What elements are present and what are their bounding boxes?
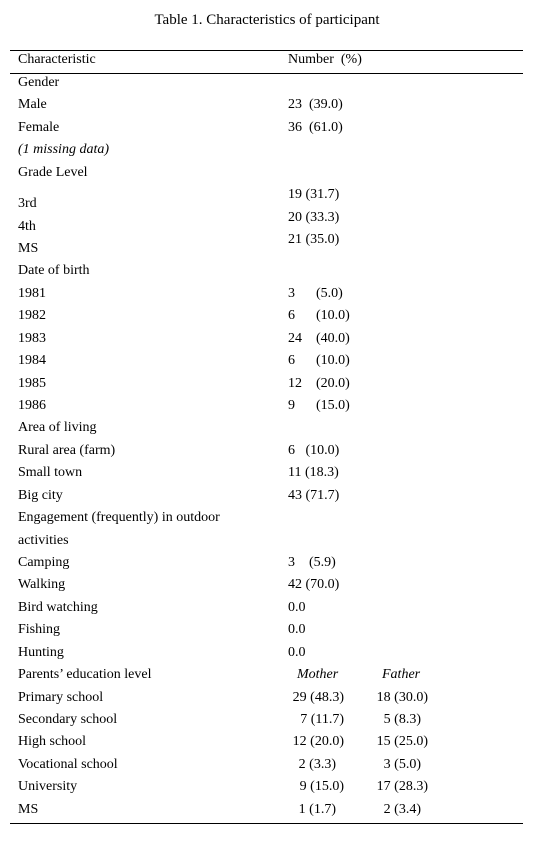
area-big-city-value: 43 (71.7) <box>288 488 340 503</box>
parents-level: MS <box>18 802 39 817</box>
dob-year: 1983 <box>18 331 46 346</box>
outdoor-fishing-value: 0.0 <box>288 622 306 637</box>
outdoor-bird-watching: Bird watching <box>18 600 98 615</box>
outdoor-label-cont: activities <box>18 533 69 548</box>
dob-count: 3 <box>288 286 295 301</box>
header-characteristic: Characteristic <box>18 52 96 67</box>
parents-level: Primary school <box>18 690 104 705</box>
dob-percent: (10.0) <box>316 353 350 368</box>
dob-label: Date of birth <box>18 263 90 278</box>
outdoor-fishing: Fishing <box>18 622 61 637</box>
grade-3rd: 3rd <box>18 196 37 211</box>
parents-mother-value: 2 (3.3) <box>298 757 336 772</box>
dob-year: 1984 <box>18 353 46 368</box>
outdoor-hunting-value: 0.0 <box>288 645 306 660</box>
gender-missing-note: (1 missing data) <box>18 142 109 157</box>
parents-mother-header: Mother <box>297 667 339 682</box>
grade-ms: MS <box>18 241 39 256</box>
parents-father-value: 3 (5.0) <box>383 757 421 772</box>
parents-label: Parents’ education level <box>18 667 152 682</box>
gender-label: Gender <box>18 75 60 90</box>
header-rule <box>10 73 523 74</box>
parents-level: High school <box>18 734 87 749</box>
dob-percent: (20.0) <box>316 376 350 391</box>
parents-level: Secondary school <box>18 712 118 727</box>
dob-count: 6 <box>288 353 295 368</box>
area-rural: Rural area (farm) <box>18 443 116 458</box>
outdoor-camping-value: 3 (5.9) <box>288 555 336 570</box>
dob-percent: (40.0) <box>316 331 350 346</box>
outdoor-walking-value: 42 (70.0) <box>288 577 340 592</box>
gender-male: Male <box>18 97 47 112</box>
grade-value-1: 19 (31.7) <box>288 187 340 202</box>
bottom-rule <box>10 823 523 824</box>
parents-father-value: 18 (30.0) <box>376 690 428 705</box>
parents-father-header: Father <box>382 667 421 682</box>
gender-female-value: 36 (61.0) <box>288 120 343 135</box>
gender-female: Female <box>18 120 60 135</box>
parents-mother-value: 7 (11.7) <box>300 712 344 727</box>
area-small-town-value: 11 (18.3) <box>288 465 339 480</box>
parents-father-value: 5 (8.3) <box>383 712 421 727</box>
area-label: Area of living <box>18 420 97 435</box>
dob-year: 1985 <box>18 376 46 391</box>
dob-percent: (10.0) <box>316 308 350 323</box>
area-big-city: Big city <box>18 488 63 503</box>
parents-father-value: 15 (25.0) <box>376 734 428 749</box>
parents-level: Vocational school <box>18 757 118 772</box>
outdoor-hunting: Hunting <box>18 645 64 660</box>
table-title: Table 1. Characteristics of participant <box>154 12 380 28</box>
gender-male-value: 23 (39.0) <box>288 97 343 112</box>
parents-level: University <box>18 779 78 794</box>
dob-year: 1982 <box>18 308 46 323</box>
parents-mother-value: 12 (20.0) <box>292 734 344 749</box>
outdoor-walking: Walking <box>18 577 66 592</box>
area-rural-value: 6 (10.0) <box>288 443 340 458</box>
dob-count: 6 <box>288 308 295 323</box>
outdoor-bird-watching-value: 0.0 <box>288 600 306 615</box>
grade-value-3: 21 (35.0) <box>288 232 340 247</box>
dob-count: 24 <box>288 331 302 346</box>
dob-count: 12 <box>288 376 302 391</box>
dob-percent: (15.0) <box>316 398 350 413</box>
parents-mother-value: 9 (15.0) <box>299 779 344 794</box>
outdoor-camping: Camping <box>18 555 70 570</box>
grade-value-2: 20 (33.3) <box>288 210 340 225</box>
dob-percent: (5.0) <box>316 286 343 301</box>
grade-label: Grade Level <box>18 165 88 180</box>
parents-mother-value: 29 (48.3) <box>292 690 344 705</box>
parents-father-value: 2 (3.4) <box>383 802 421 817</box>
area-small-town: Small town <box>18 465 83 480</box>
header-number: Number (%) <box>288 52 362 67</box>
grade-4th: 4th <box>18 219 36 234</box>
dob-count: 9 <box>288 398 295 413</box>
parents-father-value: 17 (28.3) <box>376 779 428 794</box>
parents-mother-value: 1 (1.7) <box>298 802 336 817</box>
dob-year: 1986 <box>18 398 46 413</box>
dob-year: 1981 <box>18 286 46 301</box>
outdoor-label: Engagement (frequently) in outdoor <box>18 510 220 525</box>
